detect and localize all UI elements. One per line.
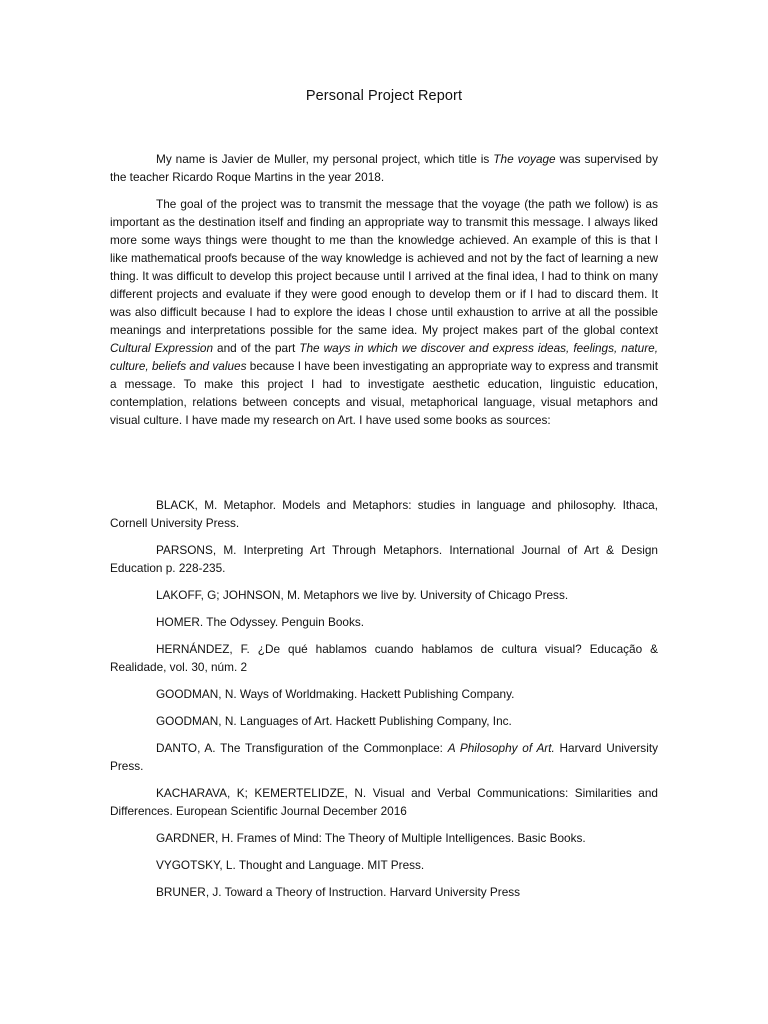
- exploration-text: The ways in which we discover and express ideas, feelings, nature, culture, beliefs and values: [110, 341, 658, 373]
- goal-text-3: because I have been investigating an appropriate way to express and transmit a message. To make this project I had to investigate aesthetic education, linguistic education, contemplation, relations between concepts and visual, metaphorical language, visual metaphors and visual culture. I have made my research on Art. I have used some books as sources:: [110, 359, 658, 427]
- reference-item: [110, 586, 658, 604]
- reference-item: [110, 712, 658, 730]
- project-title: The voyage: [493, 152, 556, 166]
- reference-text: LAKOFF, G; JOHNSON, M. Metaphors we live by. University of Chicago Press.: [156, 588, 569, 602]
- reference-text: HERNÁNDEZ, F. ¿De qué hablamos cuando hablamos de cultura visual? Educação & Realidade, vol. 30, núm. 2: [110, 642, 658, 674]
- references-list: [110, 496, 658, 910]
- intro-text-start: My name is Javier de Muller, my personal project, which title is: [156, 152, 494, 166]
- reference-text: GARDNER, H. Frames of Mind: The Theory of Multiple Intelligences. Basic Books.: [156, 831, 586, 845]
- reference-text: PARSONS, M. Interpreting Art Through Metaphors. International Journal of Art & Design Education p. 228-235.: [110, 543, 658, 575]
- reference-text: DANTO, A. The Transfiguration of the Commonplace:: [156, 741, 448, 755]
- reference-item: [110, 883, 658, 901]
- document-page: [110, 0, 658, 1024]
- reference-text: GOODMAN, N. Languages of Art. Hackett Publishing Company, Inc.: [156, 714, 512, 728]
- intro-text-end: was supervised by the teacher Ricardo Roque Martins in the year 2018.: [110, 152, 658, 184]
- reference-item: [110, 496, 658, 532]
- reference-item: [110, 613, 658, 631]
- reference-text: HOMER. The Odyssey. Penguin Books.: [156, 615, 365, 629]
- reference-text: KACHARAVA, K; KEMERTELIDZE, N. Visual and Verbal Communications: Similarities and Differences. European Scientific Journal December 2016: [110, 786, 658, 818]
- reference-text: BRUNER, J. Toward a Theory of Instruction. Harvard University Press: [156, 885, 521, 899]
- reference-item: [110, 739, 658, 775]
- goal-text-1: The goal of the project was to transmit the message that the voyage (the path we follow) is as important as the destination itself and finding an appropriate way to transmit this message. I always liked more some ways things were thought to me than the knowledge achieved. An example of this is that I like mathematical proofs because of the way knowledge is achieved and not by the fact of learning a new thing. It was difficult to develop this project because until I arrived at the final idea, I had to think on many different projects and evaluate if they were good enough to develop them or if I had to discard them. It was also difficult because I had to explore the ideas I chose until exhaustion to arrive at all the possible meanings and interpretations possible for the same idea. My project makes part of the global context: [110, 197, 658, 337]
- reference-italic-text: A Philosophy of Art.: [447, 741, 555, 755]
- reference-item: [110, 541, 658, 577]
- reference-item: [110, 685, 658, 703]
- reference-text: GOODMAN, N. Ways of Worldmaking. Hackett Publishing Company.: [156, 687, 515, 701]
- reference-text: VYGOTSKY, L. Thought and Language. MIT Press.: [156, 858, 425, 872]
- reference-text-end: Harvard University Press.: [110, 741, 659, 773]
- goal-text-2: and of the part: [213, 341, 300, 355]
- reference-item: [110, 640, 658, 676]
- document-title: Personal Project Report: [305, 88, 463, 104]
- reference-item: [110, 856, 658, 874]
- reference-item: [110, 829, 658, 847]
- intro-paragraph: [110, 150, 658, 186]
- goal-paragraph: [110, 195, 658, 429]
- reference-text: BLACK, M. Metaphor. Models and Metaphors: studies in language and philosophy. Ithaca, Cornell University Press.: [110, 498, 658, 530]
- reference-item: [110, 784, 658, 820]
- global-context: Cultural Expression: [110, 341, 214, 355]
